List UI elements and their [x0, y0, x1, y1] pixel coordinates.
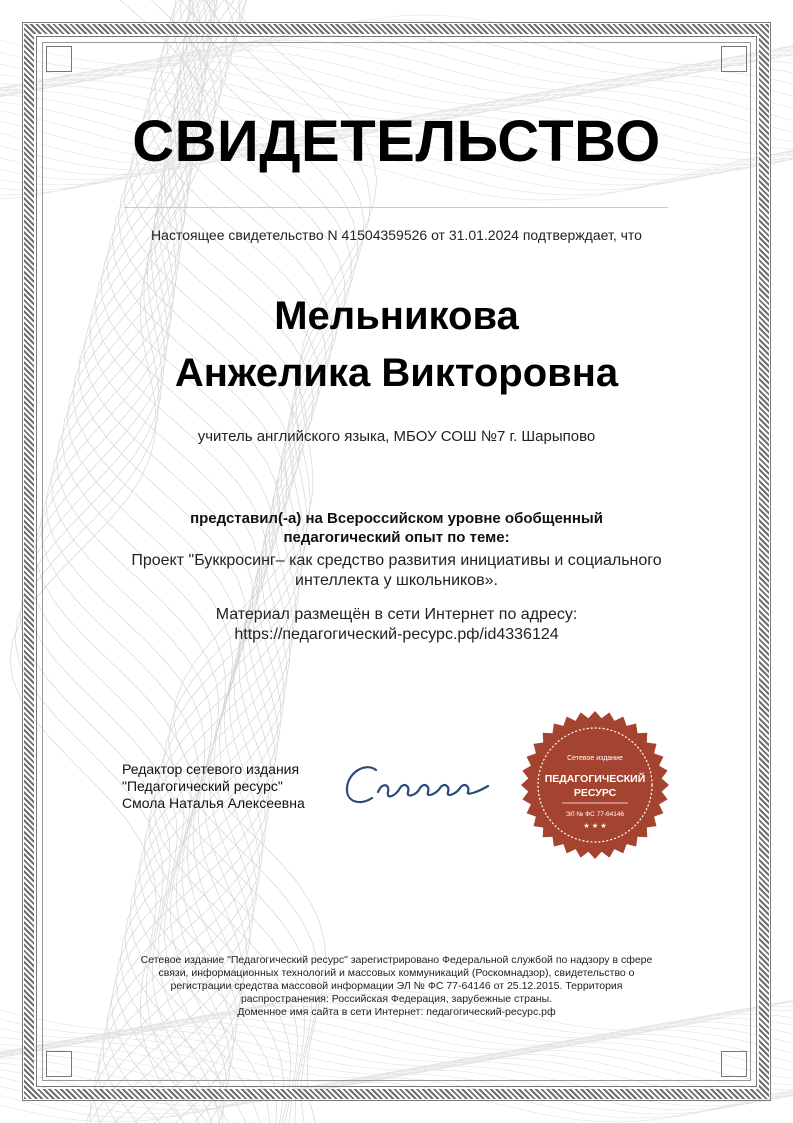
project-title-line1: Проект "Буккросинг– как средство развития инициативы и социального: [131, 552, 662, 569]
recipient-given-names: Анжелика Викторовна: [174, 351, 619, 395]
publisher-seal: [520, 710, 670, 860]
recipient-position: учитель английского языка, МБОУ СОШ №7 г. Шарыпово: [197, 428, 596, 445]
material-url: https://педагогический-ресурс.рф/id4336124: [234, 626, 559, 643]
material-location-label: Материал размещён в сети Интернет по адресу:: [215, 606, 578, 623]
editor-signature: [338, 752, 498, 822]
seal-top-text: Сетевое издание: [567, 755, 623, 762]
seal-name-line1: ПЕДАГОГИЧЕСКИЙ: [544, 773, 646, 785]
editor-title-line1: Редактор сетевого издания: [122, 761, 300, 777]
footer-domain-line: Доменное имя сайта в сети Интернет: педагогический-ресурс.рф: [237, 1006, 556, 1018]
certificate-number-line: Настоящее свидетельство N 41504359526 от 31.01.2024 подтверждает, что: [151, 227, 642, 243]
seal-name-line2: РЕСУРС: [573, 787, 617, 799]
intro-text-line2: педагогический опыт по теме:: [283, 529, 510, 546]
certificate-title: СВИДЕТЕЛЬСТВО: [132, 109, 661, 174]
footer-registration-line2: связи, информационных технологий и массовых коммуникаций (Роскомнадзор), свидетельство о: [158, 967, 635, 979]
seal-registration: ЭЛ № ФС 77-64146: [565, 811, 625, 818]
editor-name: Смола Наталья Алексеевна: [122, 795, 305, 811]
project-title-line2: интеллекта у школьников».: [295, 572, 498, 589]
footer-registration-line3: регистрации средства массовой информации ЭЛ № ФС 77-64146 от 25.12.2015. Территория: [170, 980, 623, 992]
footer-registration-line4: распространения: Российская Федерация, зарубежные страны.: [240, 993, 553, 1005]
footer-registration-line1: Сетевое издание "Педагогический ресурс" зарегистрировано Федеральной службой по надзору в сфере: [140, 954, 653, 966]
editor-title-line2: "Педагогический ресурс": [122, 778, 283, 794]
seal-stars-icon: ★ ★ ★: [583, 822, 607, 830]
title-divider: [124, 207, 668, 208]
recipient-surname: Мельникова: [274, 294, 519, 338]
intro-text-line1: представил(-а) на Всероссийском уровне обобщенный: [190, 510, 603, 527]
